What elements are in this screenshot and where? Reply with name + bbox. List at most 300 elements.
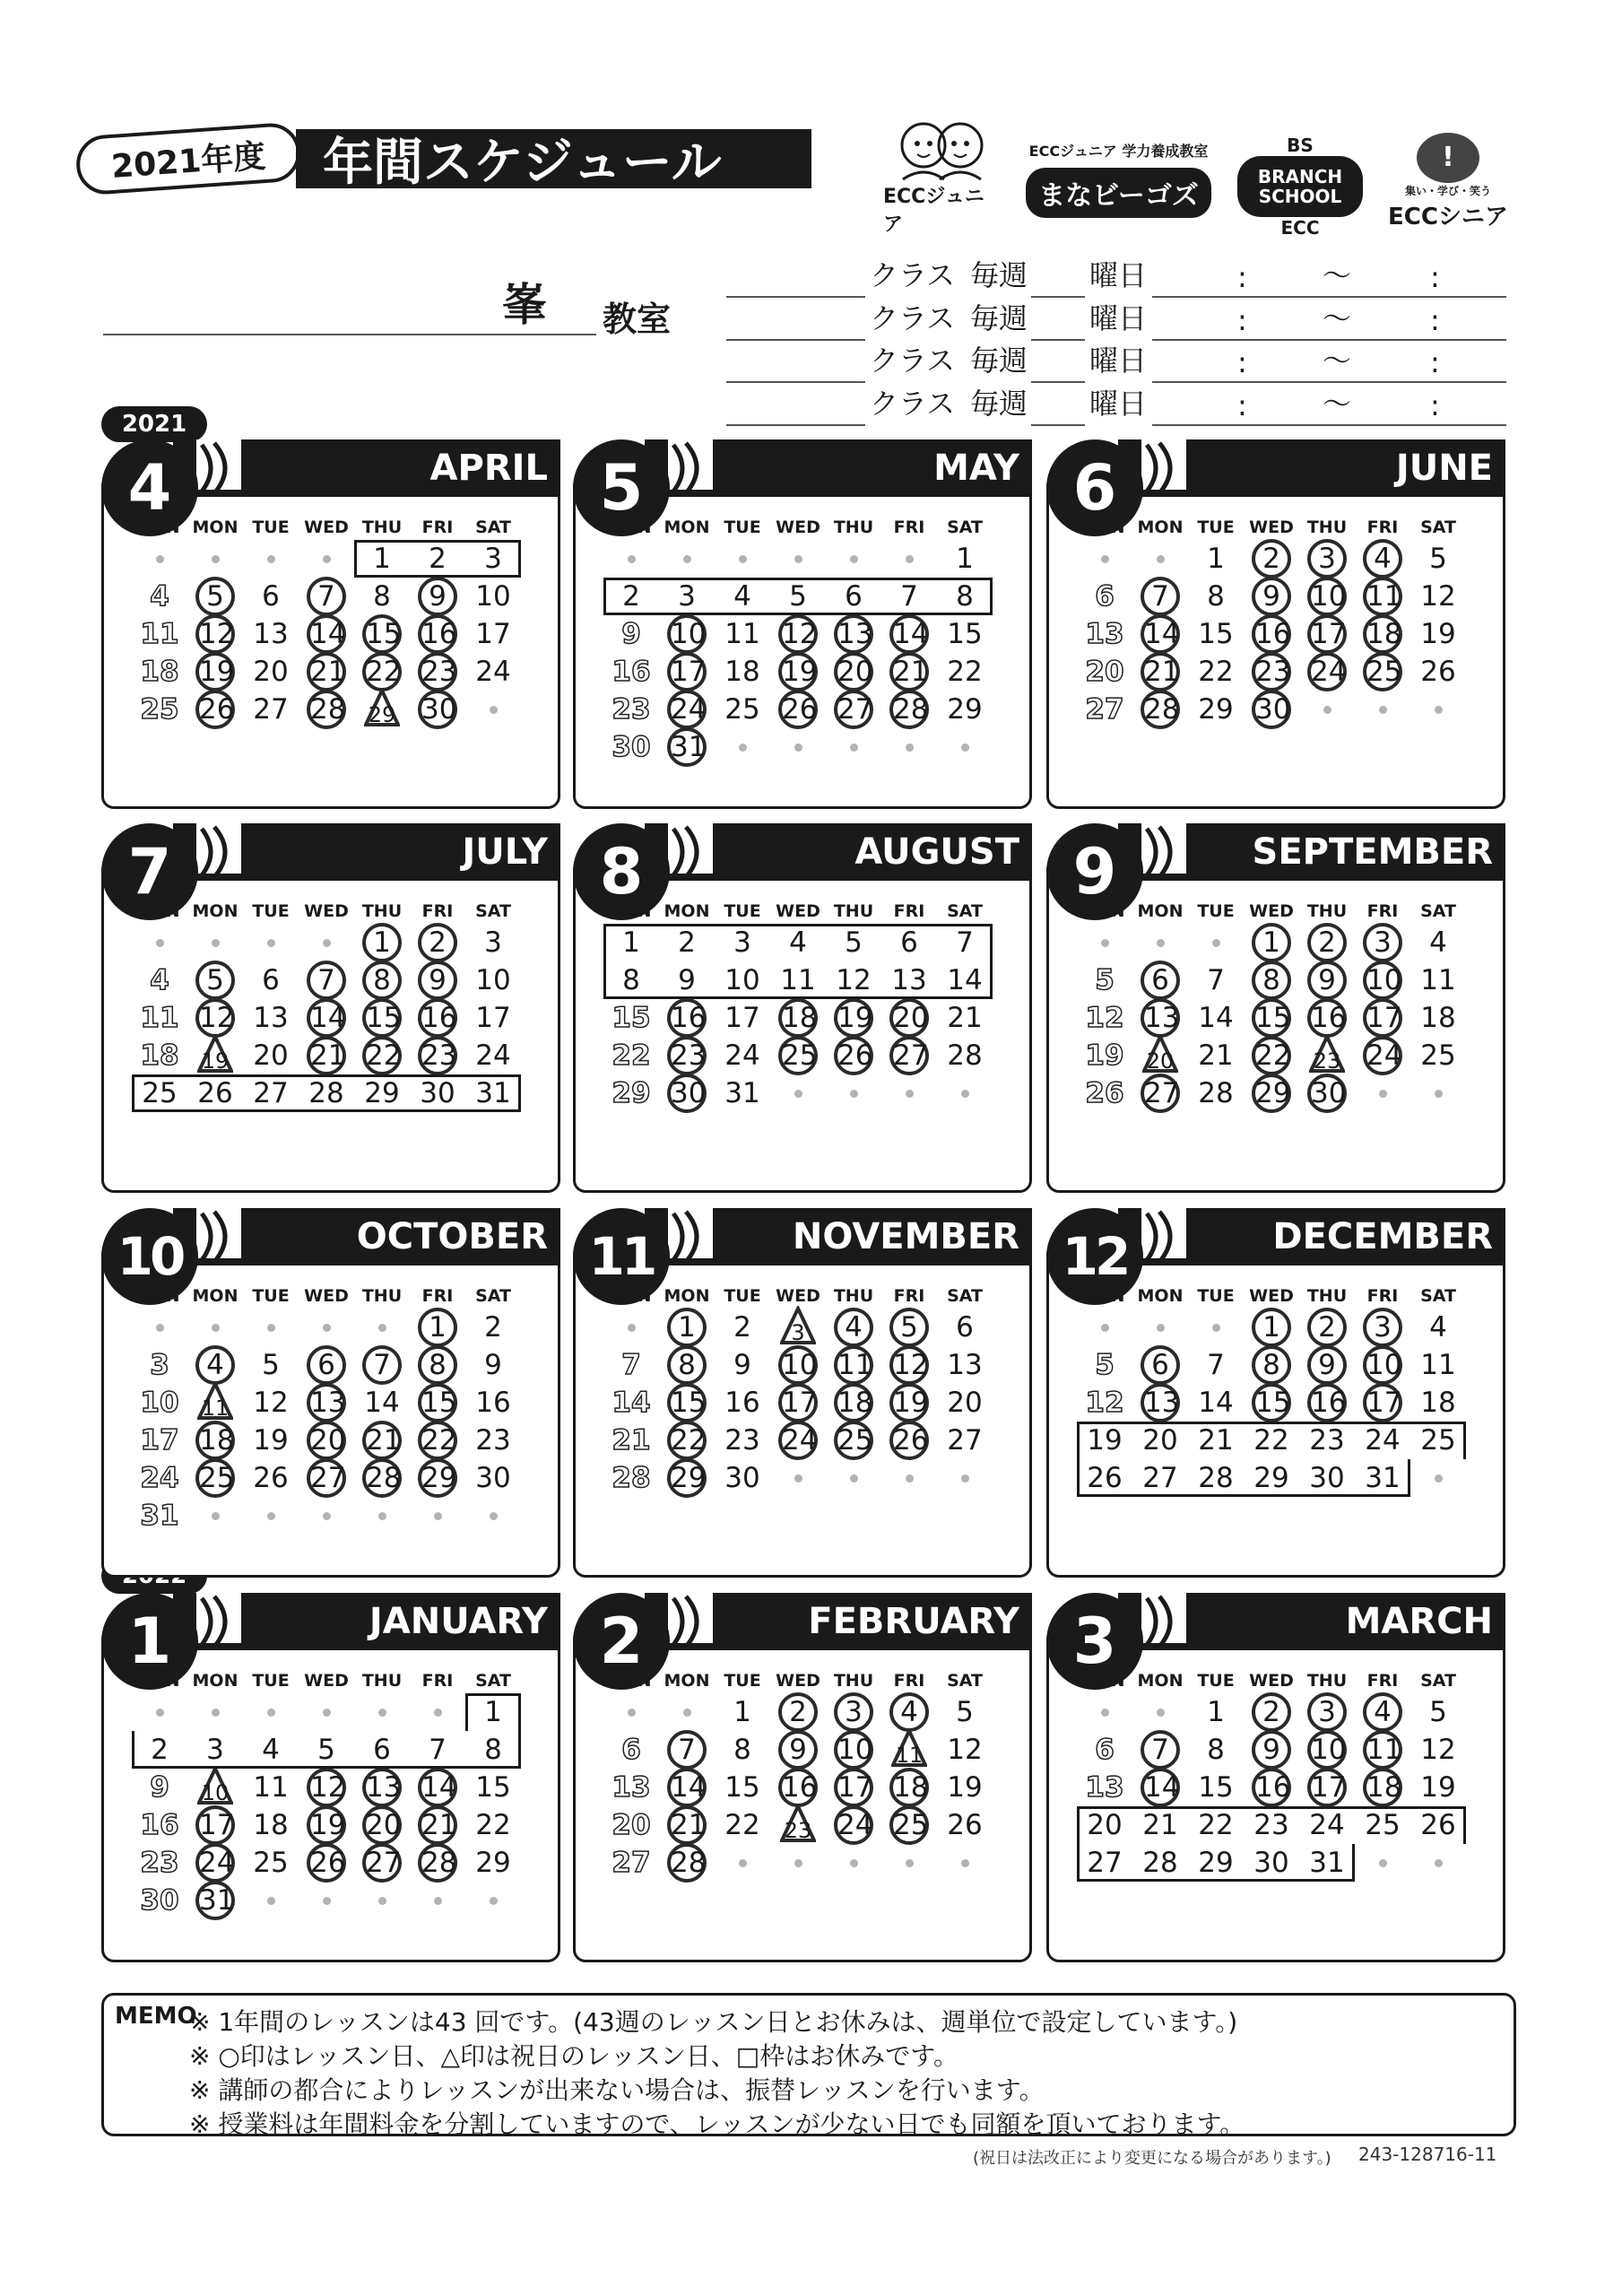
calendar-day: 17 bbox=[724, 1002, 760, 1034]
lesson-day: 17 bbox=[1363, 998, 1402, 1038]
closed-day: 6 bbox=[900, 926, 918, 959]
lesson-day: 17 bbox=[1307, 614, 1347, 654]
calendar-day: 21 bbox=[612, 1424, 651, 1457]
lesson-day: 20 bbox=[307, 1421, 346, 1460]
empty-day-dot bbox=[434, 1709, 442, 1717]
weekly-label: 毎週 bbox=[970, 301, 1028, 335]
month-april bbox=[101, 439, 560, 809]
calendar-day: 15 bbox=[612, 1002, 651, 1034]
lesson-day: 5 bbox=[195, 577, 235, 616]
lesson-day: 23 bbox=[667, 1036, 707, 1075]
closed-day: 11 bbox=[780, 964, 816, 996]
weekday-header: THU bbox=[833, 1286, 874, 1306]
weekday-header: SAT bbox=[947, 901, 983, 921]
closed-period-box bbox=[603, 578, 993, 615]
time-colon: : bbox=[1237, 345, 1247, 379]
empty-day-dot bbox=[1435, 1474, 1443, 1483]
calendar-day: 4 bbox=[1429, 926, 1447, 959]
weekday-header: THU bbox=[1306, 517, 1348, 537]
class-name-blank[interactable] bbox=[726, 296, 865, 298]
calendar-day: 15 bbox=[724, 1771, 760, 1804]
lesson-day: 28 bbox=[362, 1458, 402, 1498]
lesson-day: 25 bbox=[834, 1421, 873, 1460]
class-name-blank[interactable] bbox=[726, 424, 865, 426]
closed-day: 19 bbox=[1087, 1424, 1123, 1457]
empty-day-dot bbox=[794, 1859, 802, 1867]
calendar-day: 19 bbox=[947, 1771, 983, 1804]
empty-day-dot bbox=[156, 555, 164, 563]
closed-day: 28 bbox=[308, 1077, 344, 1109]
calendar-day: 5 bbox=[1429, 1696, 1447, 1728]
calendar-day: 15 bbox=[475, 1771, 511, 1804]
lesson-day: 23 bbox=[1252, 652, 1291, 691]
lesson-day: 17 bbox=[1307, 1768, 1347, 1807]
calendar-day: 24 bbox=[724, 1039, 760, 1072]
class-label: クラス bbox=[870, 387, 956, 421]
lesson-day: 9 bbox=[418, 577, 457, 616]
calendar-day: 7 bbox=[1207, 964, 1225, 996]
closed-day: 29 bbox=[1253, 1462, 1289, 1494]
weekday-header: TUE bbox=[1197, 901, 1235, 921]
lesson-day: 21 bbox=[307, 1036, 346, 1075]
empty-day-dot bbox=[267, 1324, 275, 1332]
time-blank[interactable] bbox=[1152, 424, 1506, 426]
classroom-name[interactable]: 峯 bbox=[502, 279, 547, 331]
closed-day: 24 bbox=[1309, 1809, 1345, 1841]
weekday-header: SAT bbox=[947, 517, 983, 537]
weekday-header: MON bbox=[192, 901, 239, 921]
lesson-day: 24 bbox=[195, 1843, 235, 1883]
weekday-header: SUN bbox=[611, 1286, 652, 1306]
empty-day-dot bbox=[906, 744, 914, 752]
closed-day: 20 bbox=[1087, 1809, 1123, 1841]
lesson-day: 23 bbox=[418, 1036, 457, 1075]
weekday-header: SAT bbox=[475, 1671, 511, 1691]
weekday-header: SUN bbox=[611, 517, 652, 537]
calendar-day: 11 bbox=[140, 618, 179, 650]
lesson-day: 21 bbox=[418, 1805, 457, 1845]
lesson-day: 18 bbox=[1363, 1768, 1402, 1807]
calendar-day: 14 bbox=[612, 1387, 651, 1419]
fiscal-year-badge: 2021年度 bbox=[74, 121, 302, 196]
lesson-day: 4 bbox=[834, 1308, 873, 1347]
weekday-header: TUE bbox=[1197, 1286, 1235, 1306]
calendar-day: 11 bbox=[1420, 964, 1456, 996]
calendar-day: 20 bbox=[947, 1387, 983, 1419]
month-arc-decoration bbox=[1141, 1208, 1186, 1258]
empty-day-dot bbox=[323, 555, 331, 563]
closed-day: 7 bbox=[900, 580, 918, 613]
lesson-day: 4 bbox=[889, 1692, 929, 1732]
branch-main-text: BRANCH SCHOOL bbox=[1237, 156, 1363, 217]
classroom-underline bbox=[103, 334, 596, 335]
empty-day-dot bbox=[378, 1324, 386, 1332]
lesson-day: 10 bbox=[1307, 577, 1347, 616]
calendar-day: 25 bbox=[1420, 1039, 1456, 1072]
calendar-day: 7 bbox=[621, 1349, 641, 1381]
month-number: 4 bbox=[101, 439, 198, 536]
empty-day-dot bbox=[1212, 1324, 1220, 1332]
month-number: 7 bbox=[101, 823, 198, 920]
lesson-day: 19 bbox=[834, 998, 873, 1038]
weekday-header: THU bbox=[1306, 1671, 1348, 1691]
memo-box bbox=[101, 1993, 1516, 2139]
weekday-blank[interactable] bbox=[1031, 424, 1085, 426]
closed-day: 23 bbox=[1253, 1809, 1289, 1841]
weekday-header: FRI bbox=[893, 517, 925, 537]
empty-day-dot bbox=[850, 1474, 858, 1483]
calendar-day: 23 bbox=[724, 1424, 760, 1457]
weekday-header: SAT bbox=[947, 1671, 983, 1691]
empty-day-dot bbox=[850, 1090, 858, 1098]
empty-day-dot bbox=[683, 555, 691, 563]
lesson-day: 21 bbox=[362, 1421, 402, 1460]
empty-day-dot bbox=[1323, 706, 1331, 714]
calendar-day: 29 bbox=[1198, 693, 1234, 726]
empty-day-dot bbox=[739, 744, 747, 752]
empty-day-dot bbox=[212, 1512, 220, 1520]
weekday-header: WED bbox=[776, 517, 820, 537]
month-july bbox=[101, 823, 560, 1193]
month-arc-decoration bbox=[668, 1593, 713, 1643]
day-number: 10 bbox=[201, 1780, 230, 1805]
month-number: 5 bbox=[573, 439, 670, 536]
day-number: 11 bbox=[201, 1396, 230, 1421]
lesson-day: 10 bbox=[834, 1730, 873, 1770]
lesson-day: 22 bbox=[418, 1421, 457, 1460]
weekday-header: SAT bbox=[947, 1286, 983, 1306]
lesson-day: 28 bbox=[418, 1843, 457, 1883]
holiday-lesson-day bbox=[362, 690, 402, 729]
calendar-day: 2 bbox=[484, 1311, 502, 1344]
document-code: 243-128716-11 bbox=[1358, 2144, 1497, 2165]
closed-day: 26 bbox=[1087, 1462, 1123, 1494]
calendar-day: 24 bbox=[475, 1039, 511, 1072]
month-arc-decoration bbox=[1141, 1593, 1186, 1643]
lesson-day: 10 bbox=[1363, 961, 1402, 1000]
closed-day: 1 bbox=[484, 1696, 502, 1728]
month-number: 3 bbox=[1046, 1593, 1143, 1690]
empty-day-dot bbox=[628, 1709, 636, 1717]
lesson-day: 17 bbox=[1363, 1383, 1402, 1422]
closed-period-box bbox=[603, 924, 993, 961]
closed-day: 3 bbox=[733, 926, 751, 959]
closed-day: 26 bbox=[197, 1077, 233, 1109]
calendar-day: 24 bbox=[140, 1462, 179, 1494]
lesson-day: 14 bbox=[1141, 1768, 1180, 1807]
calendar-day: 9 bbox=[484, 1349, 502, 1381]
calendar-day: 4 bbox=[150, 964, 169, 996]
calendar-day: 12 bbox=[1420, 1734, 1456, 1766]
class-name-blank[interactable] bbox=[726, 381, 865, 383]
closed-period-box bbox=[1077, 1806, 1466, 1844]
empty-day-dot bbox=[323, 1709, 331, 1717]
lesson-day: 15 bbox=[418, 1383, 457, 1422]
weekday-header: MON bbox=[664, 1286, 710, 1306]
weekday-header: FRI bbox=[421, 517, 454, 537]
calendar-day: 29 bbox=[947, 693, 983, 726]
calendar-day: 6 bbox=[262, 964, 280, 996]
calendar-day: 31 bbox=[724, 1077, 760, 1109]
calendar-day: 26 bbox=[253, 1462, 289, 1494]
lesson-day: 28 bbox=[307, 690, 346, 729]
empty-day-dot bbox=[1212, 939, 1220, 947]
day-number: 3 bbox=[791, 1320, 805, 1345]
lesson-day: 8 bbox=[1252, 961, 1291, 1000]
weekday-header: MON bbox=[192, 1286, 239, 1306]
lesson-day: 15 bbox=[1252, 1383, 1291, 1422]
weekly-label: 毎週 bbox=[970, 344, 1028, 378]
empty-day-dot bbox=[212, 1324, 220, 1332]
closed-day: 5 bbox=[317, 1734, 335, 1766]
ecc-junior-text: ECCジュニア bbox=[883, 186, 984, 236]
calendar-day: 22 bbox=[612, 1039, 651, 1072]
lesson-day: 21 bbox=[1141, 652, 1180, 691]
class-label: クラス bbox=[870, 258, 956, 292]
closed-day: 25 bbox=[142, 1077, 178, 1109]
weekday-header: WED bbox=[1249, 901, 1294, 921]
lesson-day: 15 bbox=[1252, 998, 1291, 1038]
lesson-day: 28 bbox=[889, 690, 929, 729]
lesson-day: 2 bbox=[1252, 1692, 1291, 1732]
empty-day-dot bbox=[1379, 1859, 1387, 1867]
closed-day: 8 bbox=[484, 1734, 502, 1766]
closed-period-box bbox=[603, 961, 993, 999]
lesson-day: 7 bbox=[307, 961, 346, 1000]
month-august bbox=[573, 823, 1032, 1193]
weekday-blank[interactable] bbox=[1031, 381, 1085, 383]
weekday-header: SAT bbox=[1420, 901, 1456, 921]
empty-day-dot bbox=[1101, 1709, 1109, 1717]
month-october bbox=[101, 1208, 560, 1578]
month-number: 9 bbox=[1046, 823, 1143, 920]
weekday-header: FRI bbox=[1366, 517, 1399, 537]
month-name: APRIL bbox=[173, 439, 560, 497]
empty-day-dot bbox=[961, 744, 969, 752]
calendar-day: 1 bbox=[1207, 1696, 1225, 1728]
lesson-day: 9 bbox=[1252, 1730, 1291, 1770]
senior-text: ECCシニア bbox=[1388, 204, 1508, 230]
calendar-day: 15 bbox=[1198, 1771, 1234, 1804]
lesson-day: 14 bbox=[1141, 614, 1180, 654]
month-january bbox=[101, 1593, 560, 1962]
weekday-header: THU bbox=[361, 1286, 403, 1306]
lesson-day: 3 bbox=[1363, 1308, 1402, 1347]
title-bar bbox=[76, 122, 811, 196]
calendar-day: 23 bbox=[612, 693, 651, 726]
closed-day: 13 bbox=[891, 964, 927, 996]
month-name: AUGUST bbox=[645, 823, 1032, 881]
day-number: 19 bbox=[201, 1048, 230, 1074]
weekday-header: MON bbox=[1137, 517, 1184, 537]
closed-period-box bbox=[354, 540, 521, 578]
empty-day-dot bbox=[794, 1090, 802, 1098]
calendar-day: 22 bbox=[947, 656, 983, 688]
lesson-day: 13 bbox=[1141, 1383, 1180, 1422]
weekday-blank[interactable] bbox=[1031, 339, 1085, 341]
weekday-header: SAT bbox=[1420, 1286, 1456, 1306]
weekday-header: WED bbox=[776, 1671, 820, 1691]
weekday-blank[interactable] bbox=[1031, 296, 1085, 298]
calendar-day: 19 bbox=[1420, 1771, 1456, 1804]
lesson-day: 7 bbox=[1141, 577, 1180, 616]
empty-day-dot bbox=[1101, 939, 1109, 947]
empty-day-dot bbox=[267, 939, 275, 947]
month-name: NOVEMBER bbox=[645, 1208, 1032, 1265]
day-number: 29 bbox=[368, 702, 396, 727]
calendar-day: 4 bbox=[150, 580, 169, 613]
closed-day: 2 bbox=[151, 1734, 169, 1766]
lesson-day: 19 bbox=[889, 1383, 929, 1422]
weekday-header: WED bbox=[304, 1671, 349, 1691]
weekday-header: TUE bbox=[1197, 517, 1235, 537]
class-label: クラス bbox=[870, 301, 956, 335]
class-schedule-row bbox=[726, 257, 1506, 298]
lesson-day: 16 bbox=[1307, 998, 1347, 1038]
lesson-day: 16 bbox=[1252, 614, 1291, 654]
weekday-header: WED bbox=[1249, 517, 1294, 537]
lesson-day: 18 bbox=[195, 1421, 235, 1460]
class-name-blank[interactable] bbox=[726, 339, 865, 341]
day-number: 23 bbox=[784, 1818, 812, 1843]
closed-day: 25 bbox=[1365, 1809, 1401, 1841]
lesson-day: 9 bbox=[1252, 577, 1291, 616]
memo-line: ※ 1年間のレッスンは43 回です。(43週のレッスン日とお休みは、週単位で設定しています。) bbox=[189, 2007, 1238, 2037]
lesson-day: 21 bbox=[307, 652, 346, 691]
empty-day-dot bbox=[1435, 706, 1443, 714]
lesson-day: 17 bbox=[667, 652, 707, 691]
calendar-day: 12 bbox=[947, 1734, 983, 1766]
calendar-day: 16 bbox=[724, 1387, 760, 1419]
day-number: 11 bbox=[895, 1743, 924, 1768]
time-colon: : bbox=[1430, 260, 1440, 294]
calendar-day: 22 bbox=[724, 1809, 760, 1841]
month-arc-decoration bbox=[196, 1593, 241, 1643]
empty-day-dot bbox=[434, 1897, 442, 1905]
empty-day-dot bbox=[156, 1709, 164, 1717]
lesson-day: 13 bbox=[362, 1768, 402, 1807]
holiday-lesson-day bbox=[889, 1730, 929, 1770]
lesson-day: 12 bbox=[195, 998, 235, 1038]
calendar-day: 28 bbox=[947, 1039, 983, 1072]
lesson-day: 8 bbox=[362, 961, 402, 1000]
calendar-day: 5 bbox=[1095, 964, 1115, 996]
empty-day-dot bbox=[739, 555, 747, 563]
weekday-header: FRI bbox=[893, 1671, 925, 1691]
closed-day: 6 bbox=[373, 1734, 391, 1766]
weekday-header: SAT bbox=[1420, 1671, 1456, 1691]
empty-day-dot bbox=[323, 1512, 331, 1520]
lesson-day: 14 bbox=[307, 998, 346, 1038]
weekday-header: FRI bbox=[893, 901, 925, 921]
lesson-day: 16 bbox=[418, 998, 457, 1038]
month-arc-decoration bbox=[196, 823, 241, 874]
calendar-day: 25 bbox=[253, 1847, 289, 1879]
lesson-day: 15 bbox=[362, 614, 402, 654]
footer-note: (祝日は法改正により変更になる場合があります。) bbox=[973, 2149, 1331, 2168]
closed-day: 1 bbox=[373, 543, 391, 575]
month-name: SEPTEMBER bbox=[1118, 823, 1505, 881]
lesson-day: 16 bbox=[778, 1768, 818, 1807]
calendar-day: 1 bbox=[1207, 543, 1225, 575]
calendar-day: 31 bbox=[140, 1500, 179, 1532]
memo-line: ※ 講師の都合によりレッスンが出来ない場合は、振替レッスンを行います。 bbox=[189, 2075, 1045, 2105]
weekday-header: THU bbox=[361, 1671, 403, 1691]
weekday-header: SAT bbox=[475, 901, 511, 921]
empty-day-dot bbox=[378, 1897, 386, 1905]
empty-day-dot bbox=[739, 1859, 747, 1867]
lesson-day: 8 bbox=[667, 1345, 707, 1385]
year-2021-badge: 2021 bbox=[101, 406, 207, 442]
calendar-day: 19 bbox=[1420, 618, 1456, 650]
lesson-day: 10 bbox=[1307, 1730, 1347, 1770]
lesson-day: 30 bbox=[1252, 690, 1291, 729]
lesson-day: 19 bbox=[778, 652, 818, 691]
lesson-day: 29 bbox=[667, 1458, 707, 1498]
lesson-day: 10 bbox=[1363, 1345, 1402, 1385]
empty-day-dot bbox=[1435, 1859, 1443, 1867]
calendar-day: 3 bbox=[150, 1349, 169, 1381]
lesson-day: 5 bbox=[195, 961, 235, 1000]
empty-day-dot bbox=[490, 1512, 498, 1520]
month-number: 8 bbox=[573, 823, 670, 920]
calendar-day: 14 bbox=[1198, 1002, 1234, 1034]
closed-day: 4 bbox=[733, 580, 751, 613]
empty-day-dot bbox=[156, 1324, 164, 1332]
calendar-day: 6 bbox=[1095, 580, 1115, 613]
closed-period-box bbox=[1077, 1844, 1355, 1882]
calendar-day: 17 bbox=[140, 1424, 179, 1457]
calendar-day: 18 bbox=[140, 656, 179, 688]
weekday-header: MON bbox=[664, 901, 710, 921]
lesson-day: 2 bbox=[1307, 1308, 1347, 1347]
lesson-day: 4 bbox=[195, 1345, 235, 1385]
closed-day: 3 bbox=[484, 543, 502, 575]
calendar-day: 27 bbox=[612, 1847, 651, 1879]
empty-day-dot bbox=[683, 1709, 691, 1717]
closed-day: 28 bbox=[1198, 1462, 1234, 1494]
calendar-day: 18 bbox=[1420, 1002, 1456, 1034]
lesson-day: 18 bbox=[1363, 614, 1402, 654]
calendar-day: 10 bbox=[475, 580, 511, 613]
lesson-day: 23 bbox=[418, 652, 457, 691]
calendar-day: 5 bbox=[1429, 543, 1447, 575]
lesson-day: 3 bbox=[834, 1692, 873, 1732]
closed-day: 30 bbox=[1253, 1847, 1289, 1879]
lesson-day: 12 bbox=[778, 614, 818, 654]
holiday-lesson-day bbox=[195, 1036, 235, 1075]
weekly-label: 毎週 bbox=[970, 387, 1028, 421]
lesson-day: 14 bbox=[889, 614, 929, 654]
lesson-day: 7 bbox=[362, 1345, 402, 1385]
closed-day: 30 bbox=[1309, 1462, 1345, 1494]
weekday-header: FRI bbox=[1366, 1671, 1399, 1691]
weekday-header: MON bbox=[192, 1671, 239, 1691]
calendar-day: 8 bbox=[733, 1734, 751, 1766]
lesson-day: 30 bbox=[667, 1074, 707, 1113]
lesson-day: 15 bbox=[362, 998, 402, 1038]
closed-day: 6 bbox=[845, 580, 863, 613]
closed-day: 22 bbox=[1198, 1809, 1234, 1841]
lesson-day: 24 bbox=[834, 1805, 873, 1845]
closed-day: 31 bbox=[1309, 1847, 1345, 1879]
calendar-day: 26 bbox=[947, 1809, 983, 1841]
calendar-day: 18 bbox=[140, 1039, 179, 1072]
month-name: MAY bbox=[645, 439, 1032, 497]
closed-day: 4 bbox=[262, 1734, 280, 1766]
weekday-header: THU bbox=[361, 517, 403, 537]
class-schedule-row bbox=[726, 300, 1506, 341]
